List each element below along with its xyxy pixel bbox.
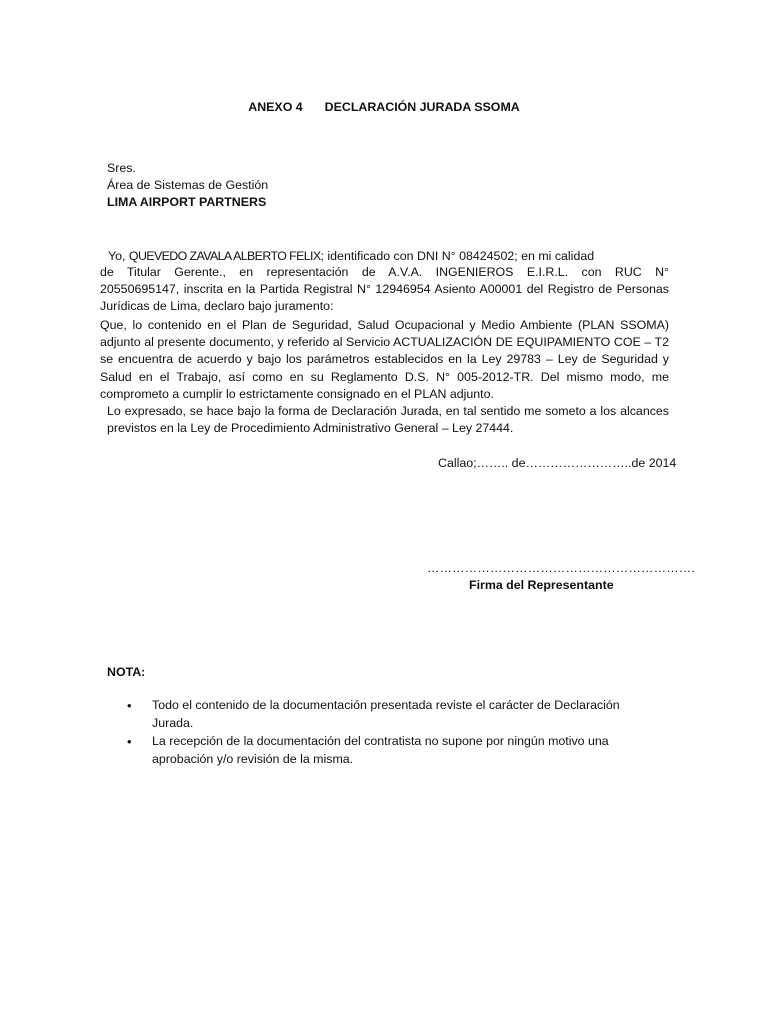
declaration-prefix: Yo, [108,249,129,263]
date-line: Callao;…….. de……………………..de 2014 [438,456,677,470]
note-item [127,733,647,768]
declaration-line-4: Jurídicas de Lima, declaro bajo juramento: [100,299,334,314]
note-item-text: La recepción de la documentación del contratista no supone por ningún motivo una aprobación y/o revisión de la misma. [152,734,609,766]
note-item-text: Todo el contenido de la documentación presentada reviste el carácter de Declaración Jurada. [152,698,620,730]
declaration-paragraph-1 [100,264,669,316]
signature-label: Firma del Representante [469,578,614,592]
declaration-line-2: de Titular Gerente., en representación de A.V.A. INGENIEROS E.I.R.L. con RUC N° [100,265,669,279]
document-heading: DECLARACIÓN JURADA SSOMA [324,100,520,114]
note-list [127,697,647,769]
recipient-area: Área de Sistemas de Gestión [107,178,269,192]
declaration-line-1 [108,248,668,265]
note-item [127,697,647,732]
declaration-paragraph-3: Lo expresado, se hace bajo la forma de Declaración Jurada, en tal sentido me someto a los alcances previstos en la Ley de Procedimiento Administrativo General – Ley 27444. [107,404,669,436]
bullet-icon: • [127,698,132,713]
document-title [0,100,768,114]
declaration-paragraph-2: Que, lo contenido en el Plan de Seguridad, Salud Ocupacional y Medio Ambiente (PLAN SSOMA) adjunto al presente documento, y referido al Servicio ACTUALIZACIÓN DE EQUIPAMIENTO COE – T2 se encuentra de acuerdo y bajo los parámetros establecidos en la Ley 29783 – Ley de Seguridad y Salud en el Trabajo, así como en su Reglamento D.S. N° 005-2012-TR. Del mismo modo, me comprometo a cumplir lo estrictamente consignado en el PLAN adjunto. [100,318,669,401]
declarant-name: QUEVEDO ZAVALA ALBERTO FELIX [128,249,321,263]
recipient-salutation: Sres. [107,161,136,175]
recipient-company: LIMA AIRPORT PARTNERS [107,195,267,209]
annex-number: ANEXO 4 [248,100,303,114]
note-heading: NOTA: [107,665,146,679]
signature-line: ………………………………………………………. [427,561,696,575]
declaration-line-1-suffix: ; identificado con DNI N° 08424502; en mi calidad [320,249,595,263]
bullet-icon: • [127,734,132,749]
declaration-line-3: 20550695147, inscrita en la Partida Registral N° 12946954 Asiento A00001 del Registro de Personas [100,282,669,297]
